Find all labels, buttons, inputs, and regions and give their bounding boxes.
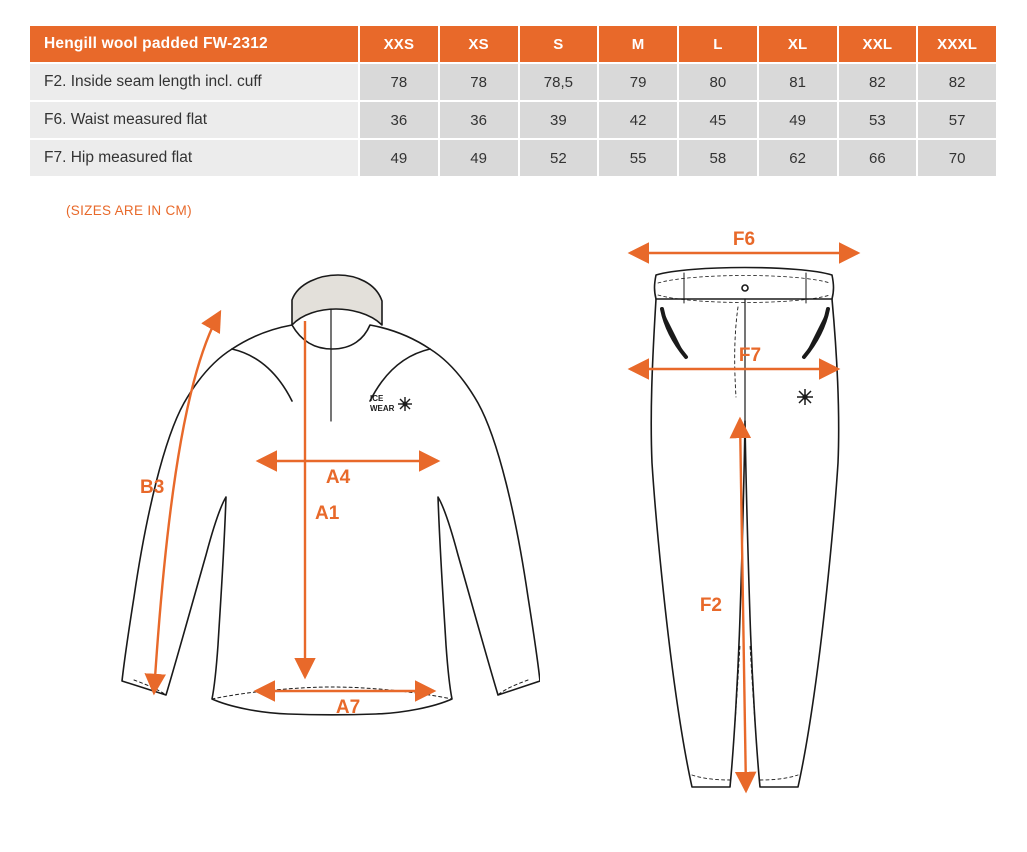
label-f6: F6 [732,229,756,250]
svg-text:WEAR: WEAR [370,404,395,413]
table-header-row [29,25,997,63]
column-header-xs: XS [439,25,519,63]
label-a7: A7 [335,697,361,718]
table-row [29,139,997,177]
table-body [29,63,997,177]
cell-inside-seam-xl: 81 [758,63,838,101]
row-label-waist: F6. Waist measured flat [29,101,359,139]
cell-waist-l: 45 [678,101,758,139]
units-note: (SIZES ARE IN CM) [66,203,192,218]
table-title-cell: Hengill wool padded FW-2312 [29,25,359,63]
cell-hip-xl: 62 [758,139,838,177]
row-label-hip: F7. Hip measured flat [29,139,359,177]
table-row [29,63,997,101]
cell-waist-xxxl: 57 [917,101,997,139]
cell-inside-seam-m: 79 [598,63,678,101]
measure-waist-f6 [630,229,858,253]
cell-inside-seam-s: 78,5 [519,63,599,101]
cell-waist-xs: 36 [439,101,519,139]
cell-waist-m: 42 [598,101,678,139]
brand-logo-icon [797,389,813,405]
cell-hip-m: 55 [598,139,678,177]
pullover-outline [122,275,540,715]
cell-hip-xxxl: 70 [917,139,997,177]
garment-diagrams [0,225,1027,845]
column-header-xxs: XXS [359,25,439,63]
cell-inside-seam-xxl: 82 [838,63,918,101]
column-header-l: L [678,25,758,63]
column-header-xl: XL [758,25,838,63]
cell-waist-xxs: 36 [359,101,439,139]
label-f2: F2 [699,595,722,616]
label-a4: A4 [325,467,351,488]
column-header-s: S [519,25,599,63]
table-head [29,25,997,63]
cell-waist-xl: 49 [758,101,838,139]
cell-waist-xxl: 53 [838,101,918,139]
label-a1: A1 [315,503,340,524]
column-header-m: M [598,25,678,63]
size-chart-table-wrapper [28,24,998,178]
size-chart-table [28,24,998,178]
trousers-diagram [600,225,900,825]
cell-inside-seam-xxxl: 82 [917,63,997,101]
svg-text:ICE: ICE [370,394,384,403]
cell-hip-s: 52 [519,139,599,177]
row-label-inside-seam: F2. Inside seam length incl. cuff [29,63,359,101]
cell-hip-xxs: 49 [359,139,439,177]
cell-inside-seam-xxs: 78 [359,63,439,101]
cell-inside-seam-l: 80 [678,63,758,101]
pullover-diagram [120,225,540,825]
cell-waist-s: 39 [519,101,599,139]
cell-hip-xxl: 66 [838,139,918,177]
table-row [29,101,997,139]
column-header-xxl: XXL [838,25,918,63]
cell-hip-l: 58 [678,139,758,177]
column-header-xxxl: XXXL [917,25,997,63]
label-f7: F7 [738,345,762,366]
cell-inside-seam-xs: 78 [439,63,519,101]
cell-hip-xs: 49 [439,139,519,177]
label-b3: B3 [140,477,165,498]
